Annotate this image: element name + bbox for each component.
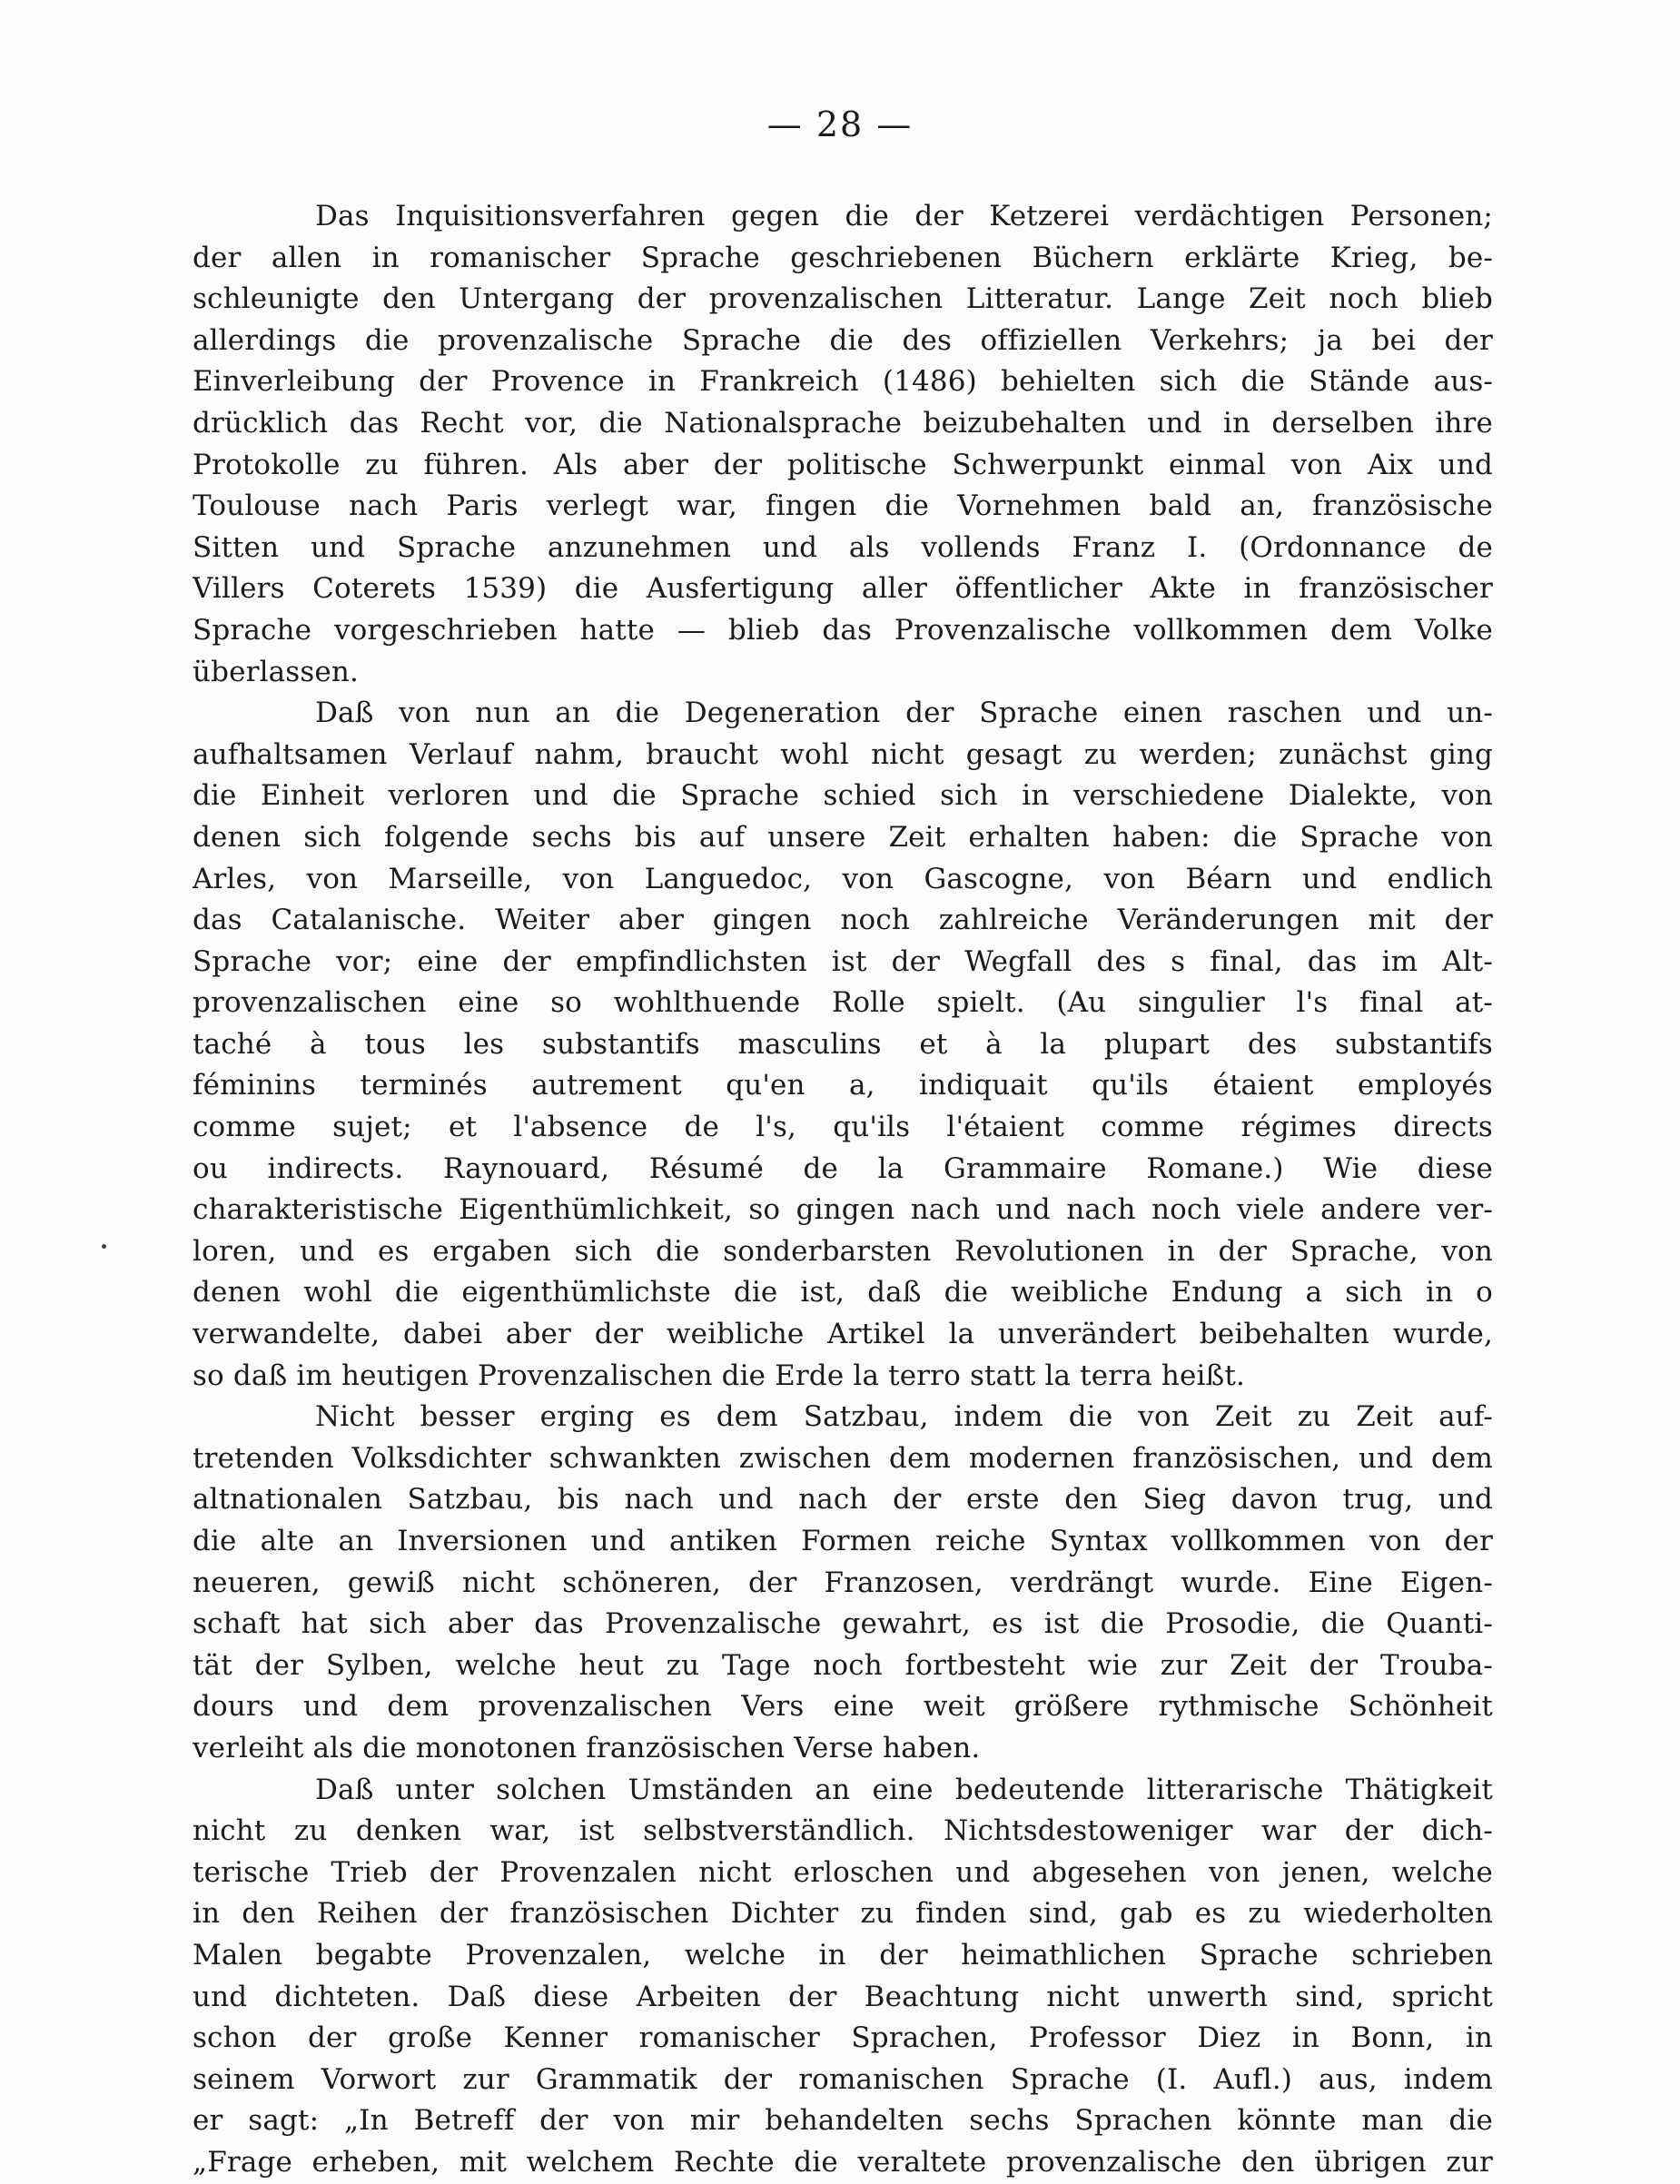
paragraph	[193, 1770, 1493, 2184]
text-line: nicht zu denken war, ist selbstverständlich. Nichtsdestoweniger war der dich-	[193, 1814, 1493, 1848]
text-line: schaft hat sich aber das Provenzalische gewahrt, es ist die Prosodie, die Quanti-	[193, 1607, 1493, 1641]
text-line: Villers Coterets 1539) die Ausfertigung aller öffentlicher Akte in französischer	[193, 572, 1493, 606]
text-line: und dichteten. Daß diese Arbeiten der Beachtung nicht unwerth sind, spricht	[193, 1980, 1493, 2013]
text-line: altnationalen Satzbau, bis nach und nach der erste den Sieg davon trug, und	[193, 1483, 1493, 1517]
ink-speck	[102, 1244, 106, 1249]
text-line: seinem Vorwort zur Grammatik der romanischen Sprache (I. Aufl.) aus, indem	[193, 2062, 1493, 2096]
text-line: dours und dem provenzalischen Vers eine weit größere rythmische Schönheit	[193, 1690, 1493, 1724]
paragraph	[193, 693, 1493, 1397]
text-line: die alte an Inversionen und antiken Formen reiche Syntax vollkommen von der	[193, 1525, 1493, 1557]
text-line: drücklich das Recht vor, die Nationalsprache beizubehalten und in derselben ihre	[193, 406, 1493, 440]
text-line: aufhaltsamen Verlauf nahm, braucht wohl nicht gesagt zu werden; zunächst ging	[193, 737, 1493, 771]
text-line: verwandelte, dabei aber der weibliche Artikel la unverändert beibehalten wurde,	[193, 1318, 1493, 1351]
text-line: Daß unter solchen Umständen an eine bedeutende litterarische Thätigkeit	[315, 1773, 1493, 1806]
text-line: neueren, gewiß nicht schöneren, der Franzosen, verdrängt wurde. Eine Eigen-	[193, 1566, 1493, 1599]
text-line: Toulouse nach Paris verlegt war, fingen die Vornehmen bald an, französische	[193, 489, 1493, 523]
text-line: Das Inquisitionsverfahren gegen die der Ketzerei verdächtigen Personen;	[315, 200, 1493, 232]
text-line: Sprache vor; eine der empfindlichsten ist der Wegfall des s final, das im Alt-	[193, 944, 1493, 978]
text-line: überlassen.	[193, 655, 360, 688]
text-line: comme sujet; et l'absence de l's, qu'ils l'étaient comme régimes directs	[193, 1111, 1493, 1144]
text-line: tät der Sylben, welche heut zu Tage noch fortbesteht wie zur Zeit der Trouba-	[193, 1648, 1493, 1682]
text-line: in den Reihen der französischen Dichter zu finden sind, gab es zu wiederholten	[193, 1897, 1493, 1931]
text-line: Einverleibung der Provence in Frankreich (1486) behielten sich die Stände aus-	[193, 365, 1493, 399]
text-line: schon der große Kenner romanischer Sprachen, Professor Diez in Bonn, in	[193, 2021, 1493, 2055]
text-line: die Einheit verloren und die Sprache schied sich in verschiedene Dialekte, von	[193, 779, 1493, 813]
text-line: das Catalanische. Weiter aber gingen noch zahlreiche Veränderungen mit der	[193, 904, 1493, 937]
text-line: „Frage erheben, mit welchem Rechte die veraltete provenzalische den übrigen zur	[193, 2145, 1493, 2179]
paragraph	[193, 1397, 1493, 1769]
text-line: Protokolle zu führen. Als aber der politische Schwerpunkt einmal von Aix und	[193, 448, 1493, 481]
text-line: Sitten und Sprache anzunehmen und als vollends Franz I. (Ordonnance de	[193, 530, 1493, 564]
paragraph	[193, 196, 1493, 693]
text-line: féminins terminés autrement qu'en a, indiquait qu'ils étaient employés	[193, 1069, 1493, 1102]
text-line: loren, und es ergaben sich die sonderbarsten Revolutionen in der Sprache, von	[193, 1234, 1493, 1268]
text-line: provenzalischen eine so wohlthuende Rolle spielt. (Au singulier l's final at-	[193, 986, 1493, 1020]
text-line: Arles, von Marseille, von Languedoc, von Gascogne, von Béarn und endlich	[193, 862, 1493, 895]
body-text	[193, 196, 1493, 2184]
text-line: Daß von nun an die Degeneration der Sprache einen raschen und un-	[315, 697, 1493, 730]
text-line: schleunigte den Untergang der provenzalischen Litteratur. Lange Zeit noch blieb	[193, 282, 1493, 316]
text-line: tretenden Volksdichter schwankten zwischen dem modernen französischen, und dem	[193, 1441, 1493, 1475]
text-line: allerdings die provenzalische Sprache die des offiziellen Verkehrs; ja bei der	[193, 323, 1493, 357]
text-line: verleiht als die monotonen französischen Verse haben.	[193, 1731, 981, 1764]
text-line: ou indirects. Raynouard, Résumé de la Grammaire Romane.) Wie diese	[193, 1151, 1493, 1185]
text-line: taché à tous les substantifs masculins et à la plupart des substantifs	[193, 1027, 1493, 1061]
text-line: denen sich folgende sechs bis auf unsere Zeit erhalten haben: die Sprache von	[193, 820, 1493, 854]
text-line: so daß im heutigen Provenzalischen die Erde la terro statt la terra heißt.	[193, 1359, 1245, 1392]
text-line: denen wohl die eigenthümlichste die ist, daß die weibliche Endung a sich in o	[193, 1276, 1493, 1309]
text-line: Malen begabte Provenzalen, welche in der heimathlichen Sprache schrieben	[193, 1938, 1493, 1972]
text-line: der allen in romanischer Sprache geschriebenen Büchern erklärte Krieg, be-	[193, 241, 1493, 274]
text-line: er sagt: „In Betreff der von mir behandelten sechs Sprachen könnte man die	[193, 2104, 1493, 2138]
page-number: — 28 —	[766, 104, 914, 144]
text-line: charakteristische Eigenthümlichkeit, so gingen nach und nach noch viele andere ver-	[193, 1193, 1493, 1227]
text-line: Nicht besser erging es dem Satzbau, indem die von Zeit zu Zeit auf-	[315, 1400, 1493, 1434]
text-line: terische Trieb der Provenzalen nicht erloschen und abgesehen von jenen, welche	[193, 1855, 1493, 1889]
text-line: Sprache vorgeschrieben hatte — blieb das Provenzalische vollkommen dem Volke	[193, 613, 1493, 647]
